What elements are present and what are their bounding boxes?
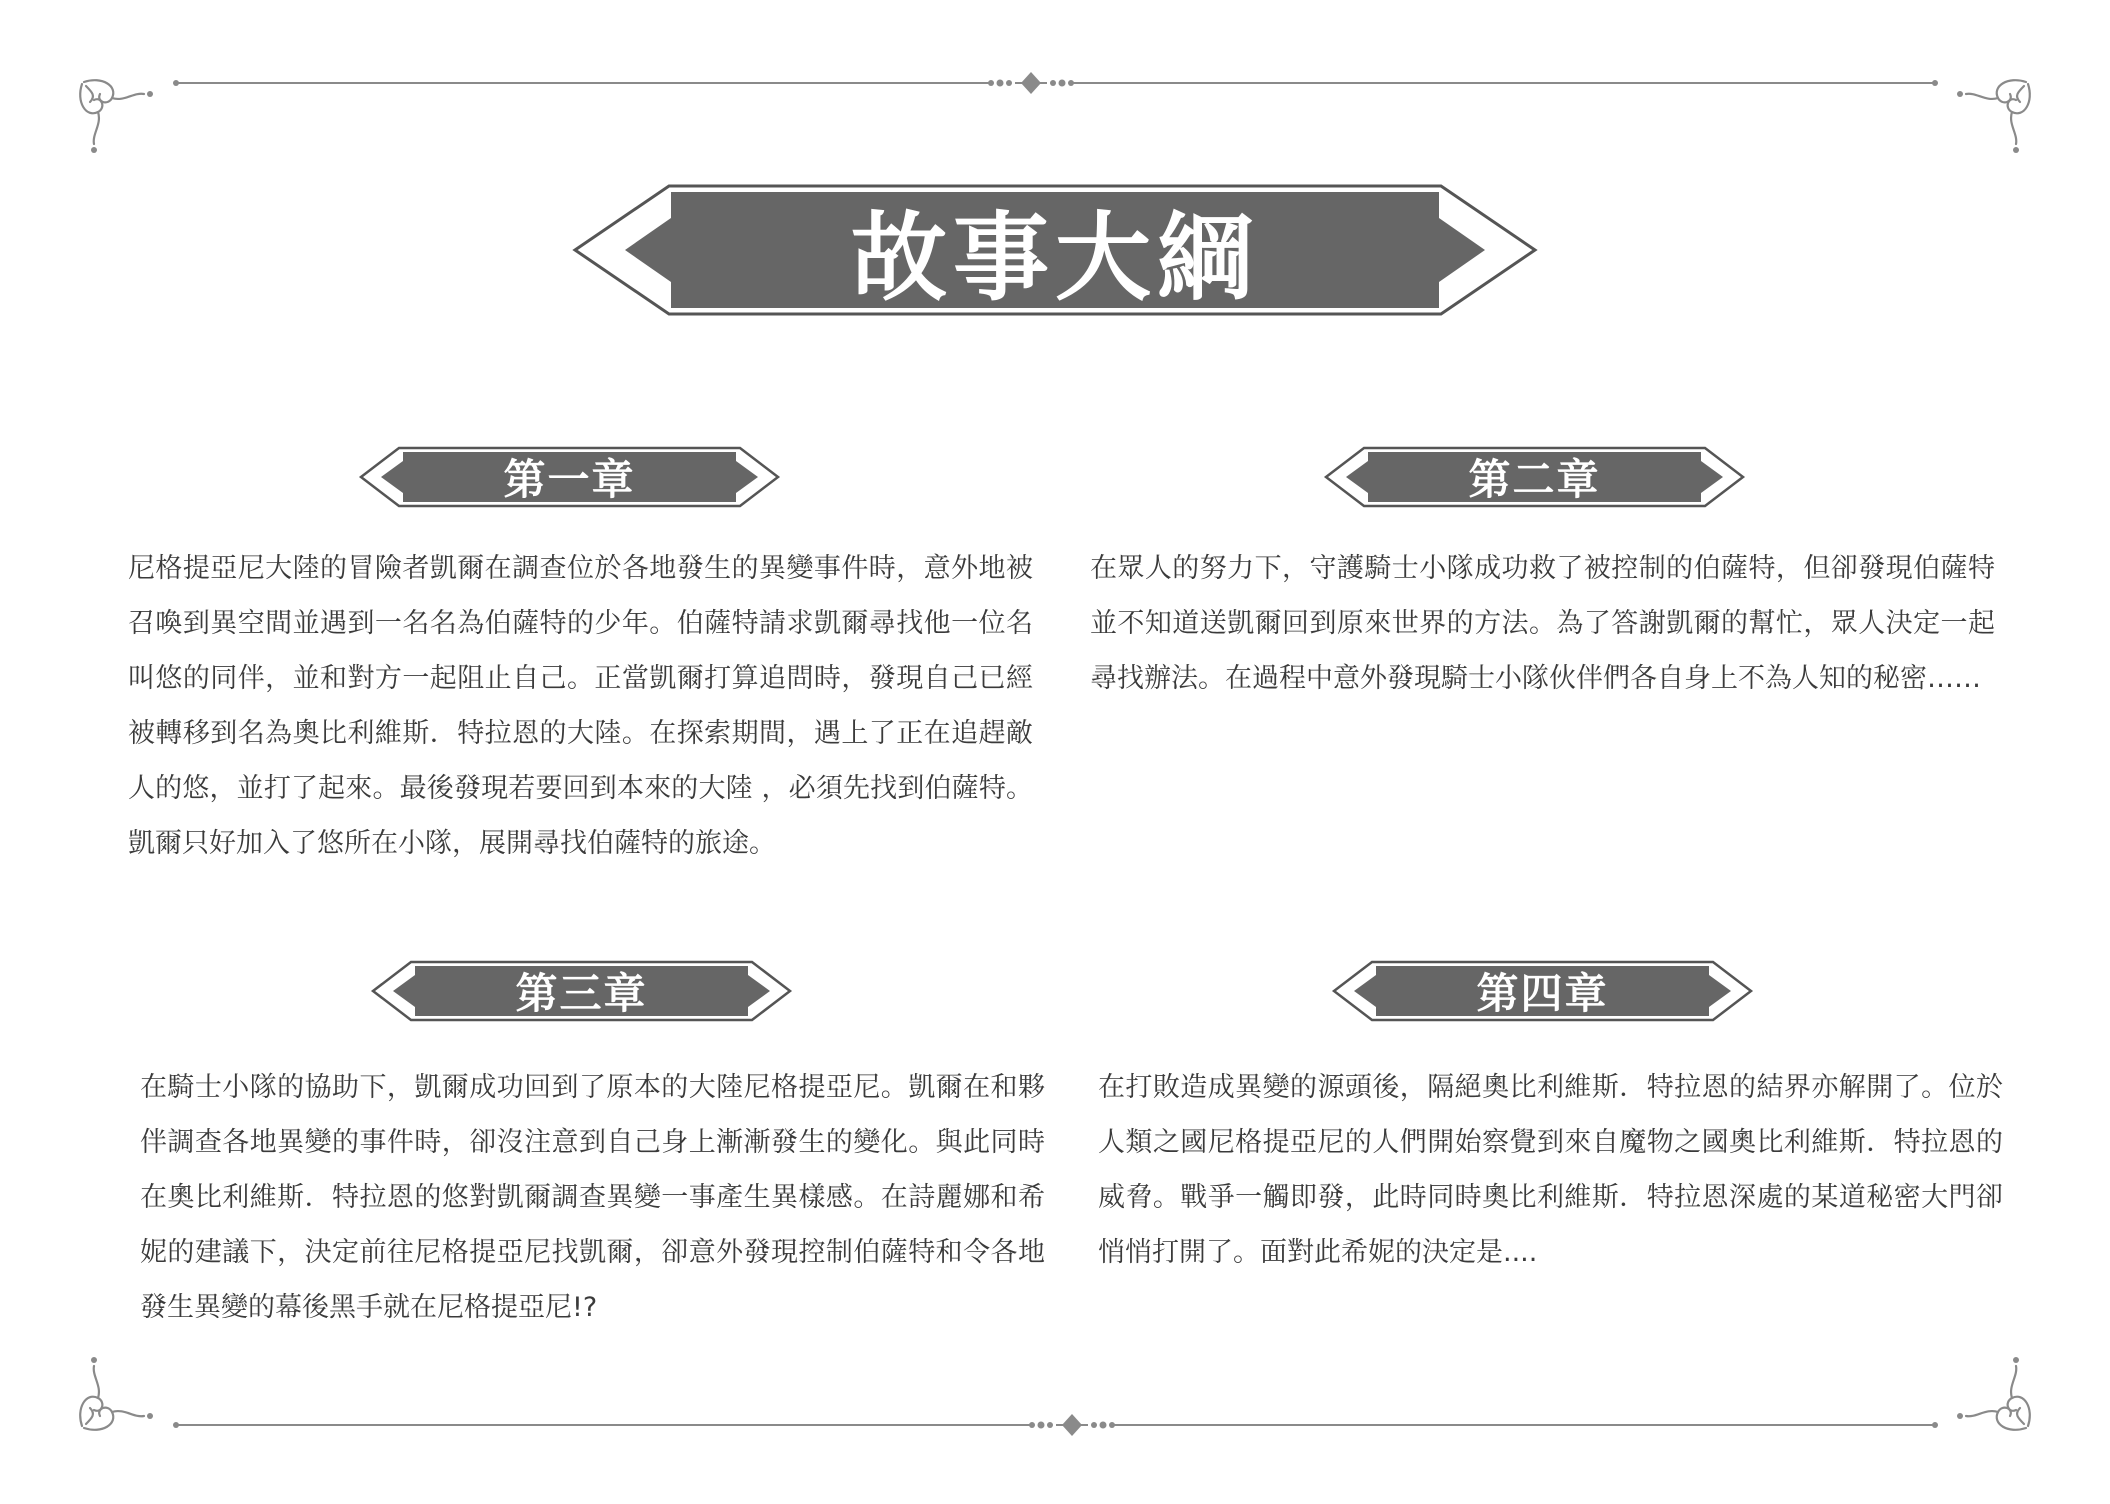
chapter-3-text: 在騎士小隊的協助下，凱爾成功回到了原本的大陸尼格提亞尼。凱爾在和夥伴調查各地異變的事件時，卻沒注意到自己身上漸漸發生的變化。與此同時在奧比利維斯．特拉恩的悠對凱爾調查異變一事產生異樣感。在詩麗娜和希妮的建議下，決定前往尼格提亞尼找凱爾，卻意外發現控制伯薩特和令各地發生異變的幕後黑手就在尼格提亞尼!? [140, 1072, 1045, 1323]
top-rule-right [1072, 82, 1934, 84]
chapter-1-label: 第一章 [503, 455, 636, 504]
bottom-rule-right-end [1932, 1422, 1938, 1428]
bottom-right-flourish-icon [1948, 1348, 2038, 1438]
bottom-rule-left-end [173, 1422, 179, 1428]
top-right-flourish-icon [1948, 72, 2038, 162]
bottom-center-ornament-icon [1026, 1412, 1118, 1438]
chapter-4-banner [1330, 960, 1755, 1022]
chapter-4-text: 在打敗造成異變的源頭後，隔絕奧比利維斯．特拉恩的結界亦解開了。位於人類之國尼格提亞尼的人們開始察覺到來自魔物之國奧比利維斯．特拉恩的威脅。戰爭一觸即發，此時同時奧比利維斯．特拉恩深處的某道秘密大門卻悄悄打開了。面對此希妮的決定是.... [1098, 1072, 2003, 1268]
bottom-left-flourish-icon [72, 1348, 162, 1438]
top-rule-left-end [173, 80, 179, 86]
top-rule-left [176, 82, 991, 84]
bottom-rule-left [176, 1424, 1031, 1426]
chapter-3-label: 第三章 [515, 969, 648, 1018]
chapter-1-banner [357, 446, 782, 508]
chapter-4-label: 第四章 [1476, 969, 1609, 1018]
top-left-flourish-icon [72, 72, 162, 162]
page-title: 故事大綱 [851, 201, 1259, 314]
bottom-rule-right [1110, 1424, 1934, 1426]
top-center-ornament-icon [985, 70, 1077, 96]
chapter-2-banner [1322, 446, 1747, 508]
top-rule-right-end [1932, 80, 1938, 86]
chapter-2-label: 第二章 [1468, 455, 1601, 504]
chapter-1-text: 尼格提亞尼大陸的冒險者凱爾在調查位於各地發生的異變事件時，意外地被召喚到異空間並遇到一名名為伯薩特的少年。伯薩特請求凱爾尋找他一位名叫悠的同伴，並和對方一起阻止自己。正當凱爾打算追問時，發現自己已經被轉移到名為奧比利維斯．特拉恩的大陸。在探索期間，遇上了正在追趕敵人的悠，並打了起來。最後發現若要回到本來的大陸 ，必須先找到伯薩特。凱爾只好加入了悠所在小隊，展開尋找伯薩特的旅途。 [128, 553, 1033, 859]
chapter-3-banner [369, 960, 794, 1022]
chapter-2-text: 在眾人的努力下，守護騎士小隊成功救了被控制的伯薩特，但卻發現伯薩特並不知道送凱爾回到原來世界的方法。為了答謝凱爾的幫忙，眾人決定一起尋找辦法。在過程中意外發現騎士小隊伙伴們各自身上不為人知的秘密…… [1090, 553, 1995, 694]
